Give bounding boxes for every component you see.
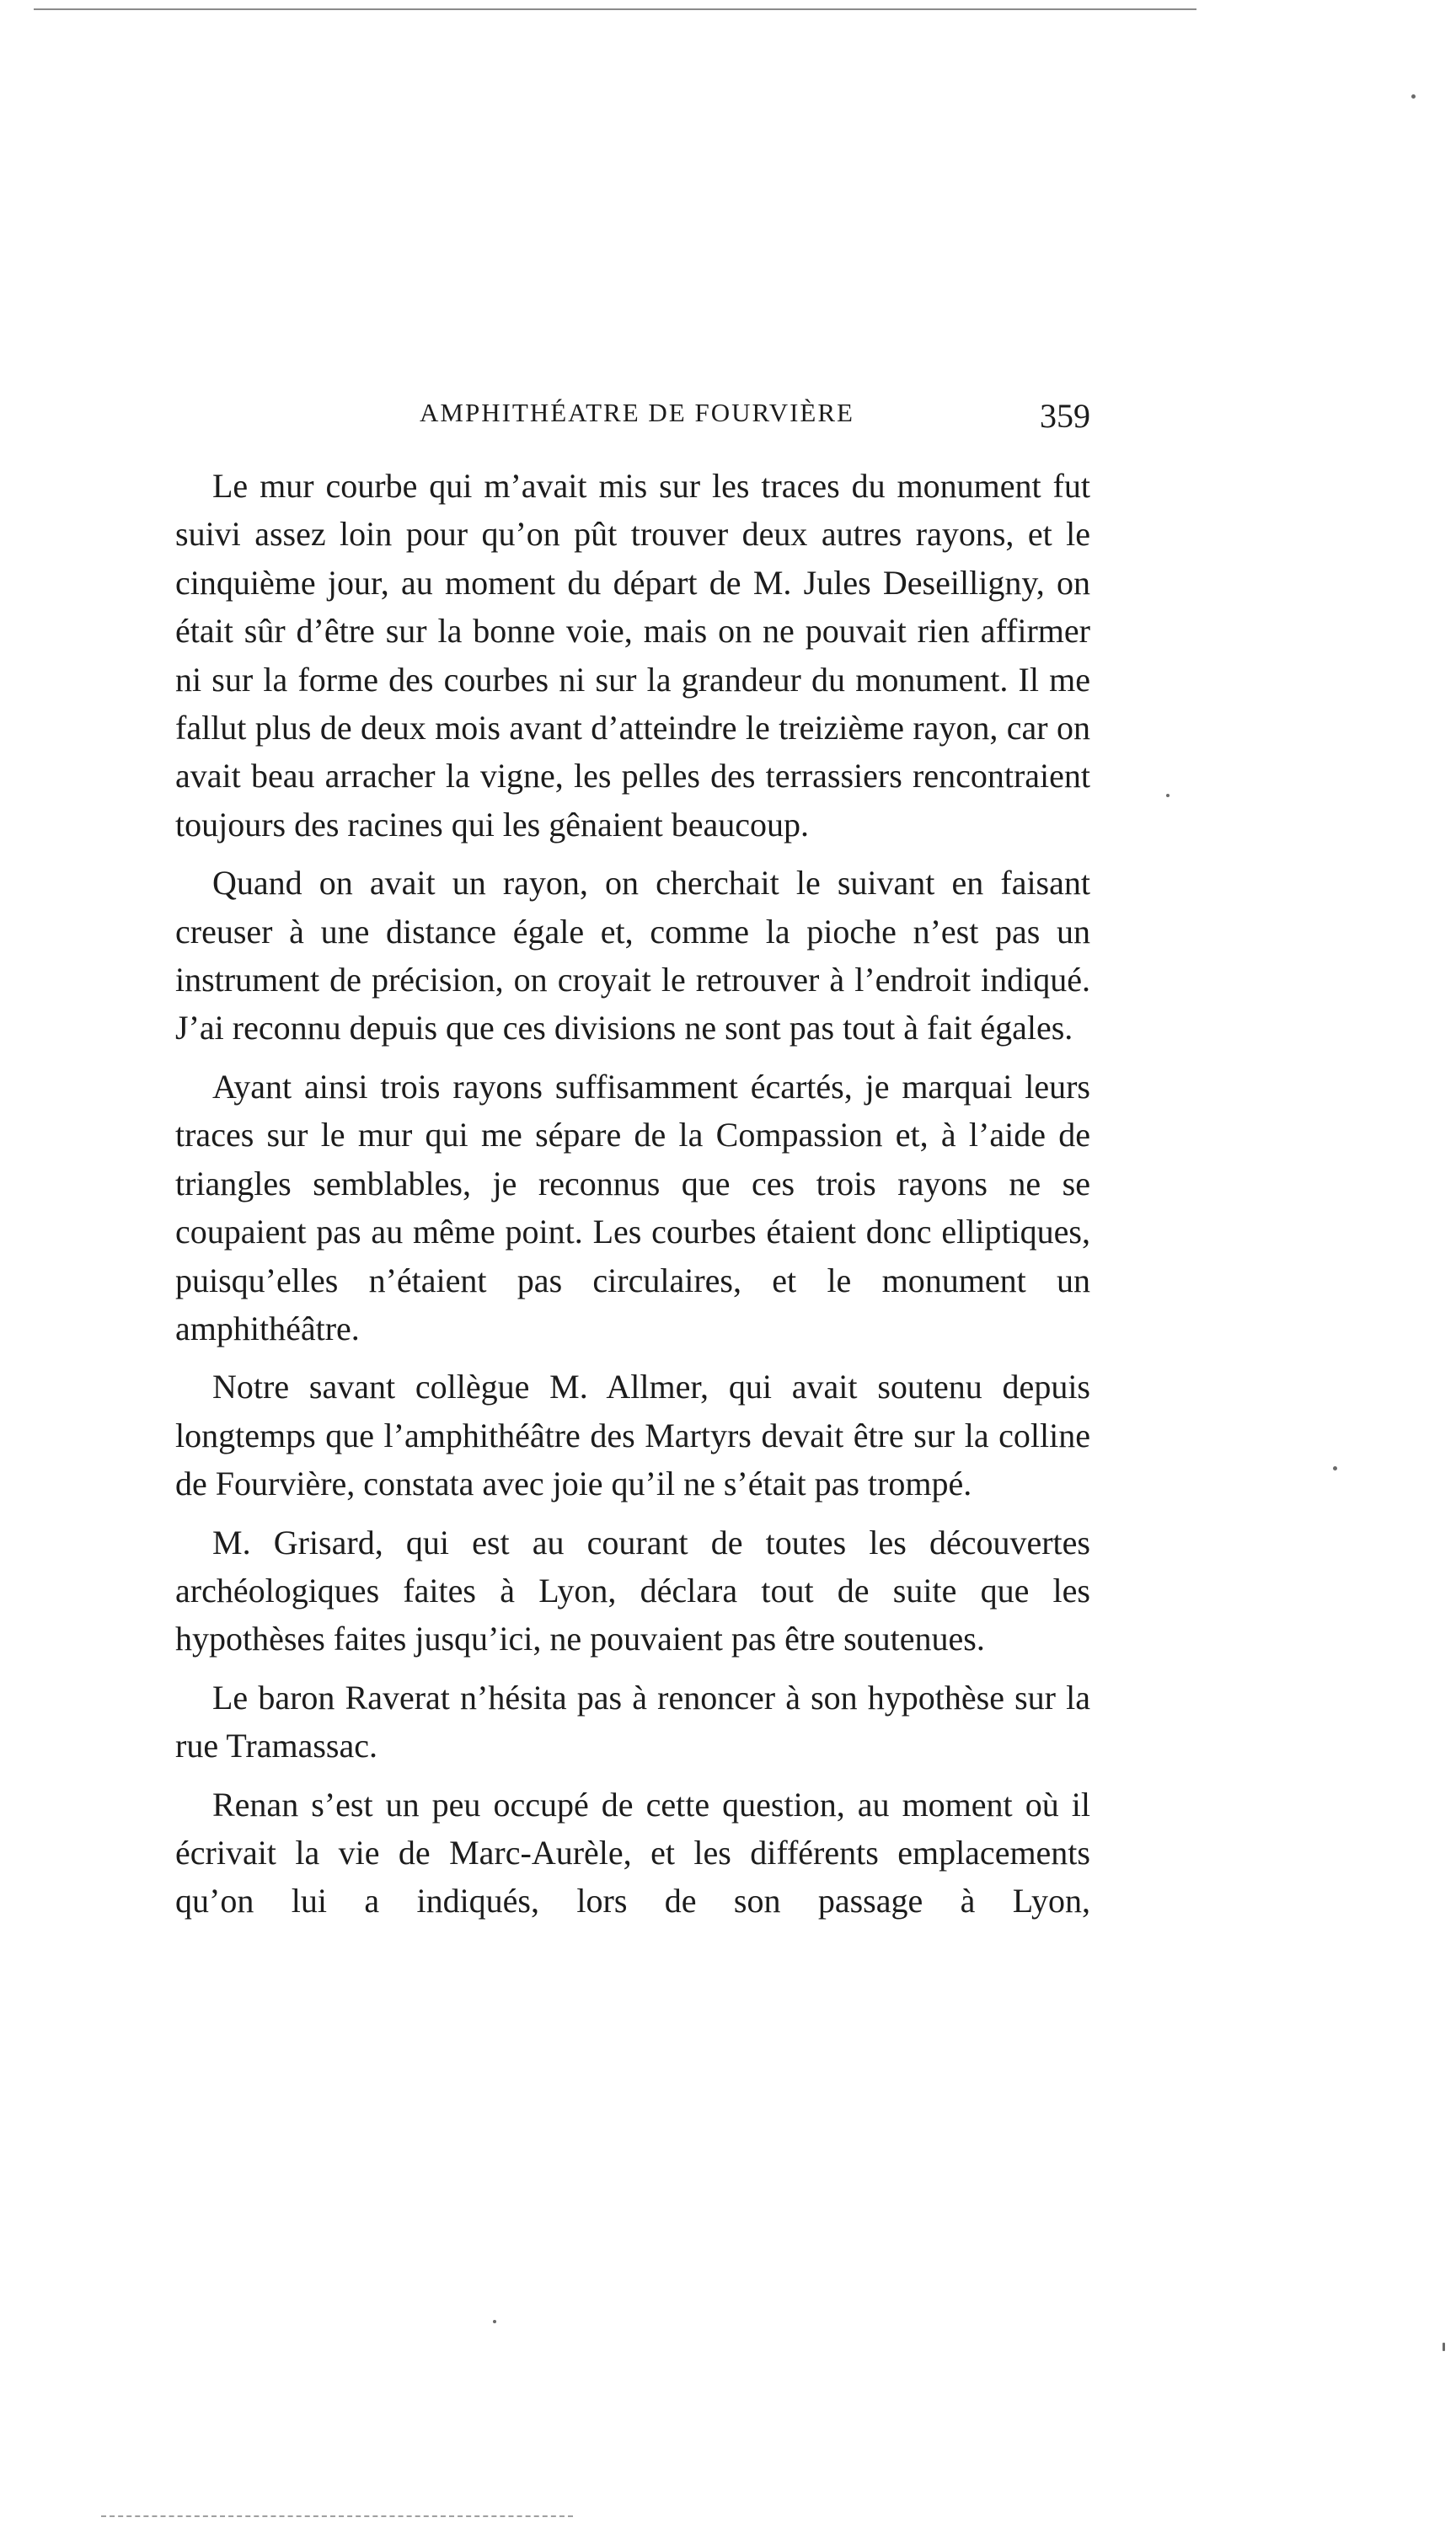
page-number: 359 bbox=[1040, 397, 1090, 435]
bottom-edge-dashes bbox=[101, 2515, 573, 2517]
margin-speck bbox=[1333, 1466, 1337, 1470]
top-edge-rule bbox=[34, 8, 1196, 10]
paragraph-5: M. Grisard, qui est au courant de toutes les découvertes archéologiques faites à Lyon, déclara tout de suite que les hypothèses faites jusqu’ici, ne pouvaient pas être soutenues. bbox=[175, 1523, 1090, 1658]
margin-speck bbox=[493, 2320, 496, 2323]
page-header bbox=[175, 396, 1090, 447]
paragraph-7: Renan s’est un peu occupé de cette question, au moment où il écrivait la vie de Marc-Aurèle, et les différents emplacements qu’on lui a indiqués, lors de son passage à Lyon, bbox=[175, 1785, 1090, 1920]
paragraph-4: Notre savant collègue M. Allmer, qui avait soutenu depuis longtemps que l’amphithéâtre des Martyrs devait être sur la colline de Fourvière, constata avec joie qu’il ne s’était pas trompé. bbox=[175, 1368, 1090, 1503]
margin-speck bbox=[1166, 794, 1170, 797]
paragraph-1: Le mur courbe qui m’avait mis sur les traces du monument fut suivi assez loin pour qu’on pût trouver deux autres rayons, et le cinquième jour, au moment du départ de M. Jules Deseilligny, on était sûr d’être sur la bonne voie, mais on ne pouvait rien affirmer ni sur la forme des courbes ni sur la grandeur du monument. Il me fallut plus de deux mois avant d’atteindre le treizième rayon, car on avait beau arracher la vigne, les pelles des terrassiers rencontraient toujours des racines qui les gênaient beaucoup. bbox=[175, 467, 1090, 844]
paragraph-6: Le baron Raverat n’hésita pas à renoncer à son hypothèse sur la rue Tramassac. bbox=[175, 1678, 1090, 1765]
paragraph-3: Ayant ainsi trois rayons suffisamment écartés, je marquai leurs traces sur le mur qui me sépare de la Compassion et, à l’aide de triangles semblables, je reconnus que ces trois rayons ne se coupaient pas au même point. Les courbes étaient donc elliptiques, puisqu’elles n’étaient pas circulaires, et le monument un amphithéâtre. bbox=[175, 1067, 1090, 1347]
paragraph-2: Quand on avait un rayon, on cherchait le suivant en faisant creuser à une distance égale et, comme la pioche n’est pas un instrument de précision, on croyait le retrouver à l’endroit indiqué. J’ai reconnu depuis que ces divisions ne sont pas tout à fait égales. bbox=[175, 864, 1090, 1047]
body-text bbox=[175, 462, 1090, 1926]
margin-speck bbox=[1411, 94, 1416, 99]
margin-speck bbox=[1443, 2343, 1445, 2351]
running-head: AMPHITHÉATRE DE FOURVIÈRE bbox=[420, 398, 854, 427]
